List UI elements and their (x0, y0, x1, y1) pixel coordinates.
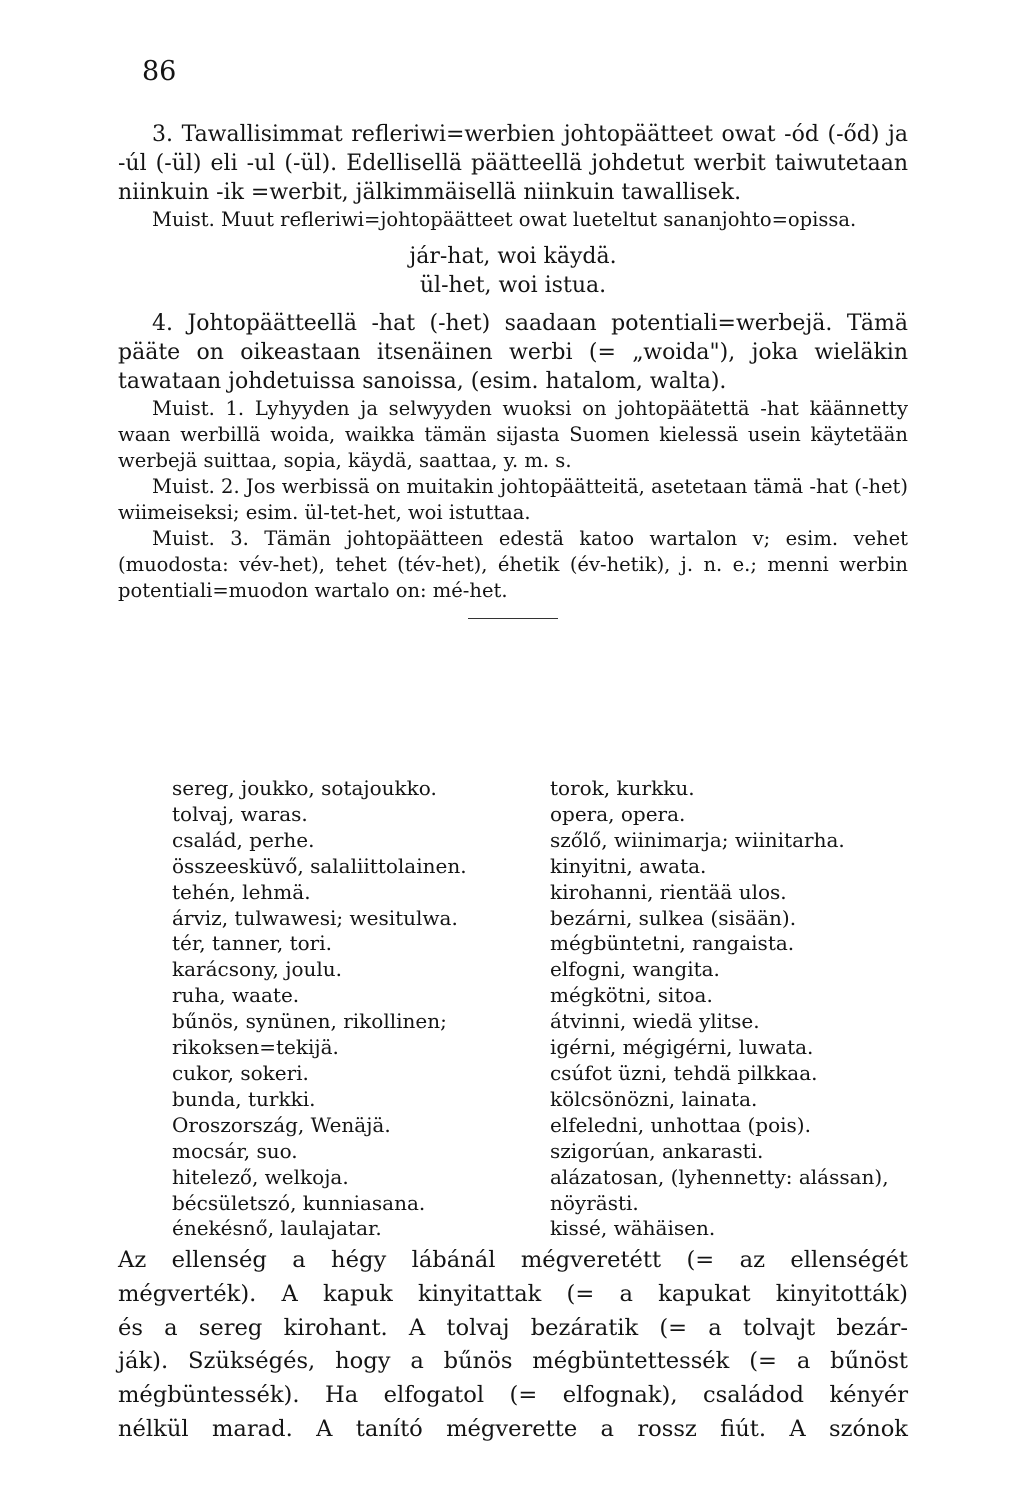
exercise-line: mégverték). A kapuk kinyitattak (= a kapukat kinyitották) (118, 1280, 908, 1307)
vocab-entry: bécsületszó, kunniasana. (172, 1190, 426, 1215)
vocab-entry: ruha, waate. (172, 983, 300, 1008)
example-line: ül-het, woi istua. (419, 273, 607, 298)
exercise-line: mégbüntessék). Ha elfogatol (= elfognak), családod kényér (118, 1382, 908, 1409)
vocab-entry: összeesküvő, salaliittolainen. (172, 853, 467, 878)
exercise-line: ják). Szükségés, hogy a bűnös mégbüntettessék (= a bűnöst (118, 1348, 908, 1375)
vocab-entry: elfeledni, unhottaa (pois). (550, 1112, 811, 1137)
vocab-entry: átvinni, wiedä ylitse. (550, 1009, 760, 1034)
example-line: jár-hat, woi käydä. (409, 244, 617, 269)
vocab-entry: család, perhe. (172, 827, 315, 852)
vocab-entry: karácsony, joulu. (172, 957, 343, 982)
section-4-note-1: Muist. 1. Lyhyyden ja selwyyden wuoksi on johtopäätettä -hat käännetty waan werbillä woida, waikka tämän sijasta Suomen kielessä usein käytetään werbejä suittaa, sopia, käydä, saattaa, y. m. s. (118, 397, 908, 472)
vocab-entry: tér, tanner, tori. (172, 931, 332, 956)
vocab-entry: torok, kurkku. (550, 776, 695, 800)
page-number: 86 (142, 56, 177, 87)
section-4-paragraph: 4. Johtopäätteellä -hat (-het) saadaan potentiali=werbejä. Tämä pääte on oikeastaan itsenäinen werbi (= „woida"), joka wieläkin tawataan johdetuissa sanoissa, (esim. hatalom, walta). (118, 311, 908, 394)
section-divider (468, 618, 558, 619)
vocab-entry: árviz, tulwawesi; wesitulwa. (172, 905, 458, 930)
vocab-entry: hitelező, welkoja. (172, 1164, 349, 1189)
vocab-entry: igérni, mégigérni, luwata. (550, 1035, 814, 1060)
exercise-line: nélkül marad. A tanító mégverette a rossz fiút. A szónok (118, 1415, 908, 1442)
vocab-entry: mocsár, suo. (172, 1138, 298, 1163)
section-3-note: Muist. Muut refleriwi=johtopäätteet owat lueteltut sananjohto=opissa. (152, 208, 857, 231)
vocab-entry: sereg, joukko, sotajoukko. (172, 776, 437, 800)
vocab-entry: szőlő, wiinimarja; wiinitarha. (550, 827, 845, 852)
vocab-entry: cukor, sokeri. (172, 1060, 309, 1085)
vocab-entry: alázatosan, (lyhennetty: alássan), nöyrästi. (550, 1164, 889, 1215)
vocab-entry: szigorúan, ankarasti. (550, 1138, 764, 1163)
vocab-entry: opera, opera. (550, 801, 686, 826)
vocab-entry: énekésnő, laulajatar. (172, 1216, 382, 1241)
vocab-entry: bezárni, sulkea (sisään). (550, 905, 797, 930)
vocabulary-list-right (550, 776, 910, 1242)
vocab-entry: kinyitni, awata. (550, 853, 707, 878)
grammar-section (118, 120, 908, 619)
vocab-entry: mégkötni, sitoa. (550, 983, 713, 1008)
vocab-entry: kölcsönözni, lainata. (550, 1086, 758, 1111)
exercise-text (118, 1244, 908, 1447)
vocab-entry: Oroszország, Wenäjä. (172, 1112, 391, 1137)
section-4-note-2: Muist. 2. Jos werbissä on muitakin johtopäätteitä, asetetaan tämä -hat (-het) wiimeiseksi; esim. ül-tet-het, woi istuttaa. (118, 475, 908, 524)
vocab-entry: mégbüntetni, rangaista. (550, 931, 795, 956)
section-3-paragraph: 3. Tawallisimmat refleriwi=werbien johtopäätteet owat -ód (-őd) ja -úl (-ül) eli -ul (-ül). Edellisellä päätteellä johdetut werbit taiwutetaan niinkuin -ik =werbit, jälkimmäisellä niinkuin tawallisek. (118, 122, 908, 205)
vocab-entry: kissé, wähäisen. (550, 1216, 716, 1241)
vocab-entry: bunda, turkki. (172, 1086, 316, 1111)
exercise-line: és a sereg kirohant. A tolvaj bezáratik (= a tolvajt bezár- (118, 1314, 908, 1341)
vocab-entry: csúfot üzni, tehdä pilkkaa. (550, 1060, 818, 1085)
exercise-line: Az ellenség a hégy lábánál mégveretétt (= az ellenségét (118, 1247, 908, 1273)
vocab-entry: elfogni, wangita. (550, 957, 720, 982)
vocab-entry: tolvaj, waras. (172, 801, 308, 826)
vocab-entry: tehén, lehmä. (172, 879, 311, 904)
vocab-entry: bűnös, synünen, rikollinen; rikoksen=tekijä. (172, 1009, 447, 1060)
vocab-entry: kirohanni, rientää ulos. (550, 879, 787, 904)
section-4-note-3: Muist. 3. Tämän johtopäätteen edestä katoo wartalon v; esim. vehet (muodosta: vév-het), tehet (tév-het), éhetik (év-hetik), j. n. e.; menni werbin potentiali=muodon wartalo on: mé-het. (118, 527, 908, 602)
vocabulary-list-left (172, 776, 522, 1242)
